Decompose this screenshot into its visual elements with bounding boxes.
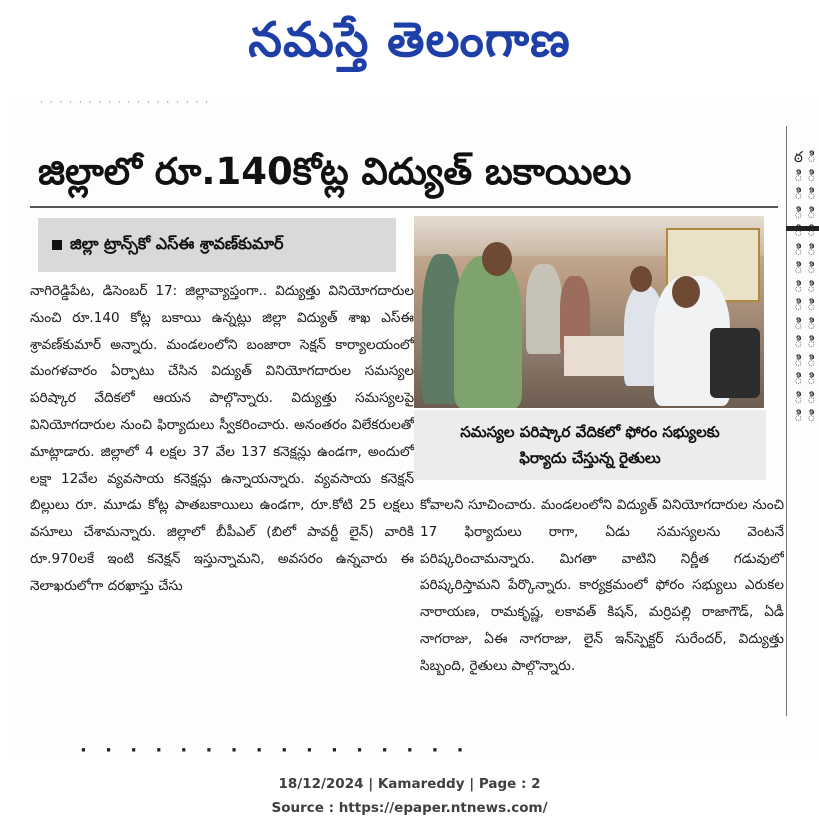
article-body-right: కోవాలని సూచించారు. మండలంలోని విద్యుత్ వినియోగదారుల నుంచి 17 ఫిర్యాదులు రాగా, ఏడు సమస్యలను వెంటనే పరిష్కరించామన్నారు. మిగతా వాటిని నిర్ణీత గడువులో పరిష్కరిస్తామని పేర్కొన్నారు. కార్యక్రమంలో ఫోరం సభ్యులు ఎరుకల నారాయణ, రామకృష్ణ, లకావత్ కిషన్, మర్రిపల్లి రాజాగౌడ్, ఏడీ నాగరాజు, ఏఈ నాగరాజు, లైన్ ఇన్‌స్పెక్టర్ సురేందర్, విద్యుత్తు సిబ్బంది, రైతులు పాల్గొన్నారు. [420,497,784,674]
photo-caption [414,410,766,480]
article-headline: జిల్లాలో రూ.140కోట్ల విద్యుత్ బకాయిలు [38,150,632,193]
photo-person [454,256,522,408]
photo-person-head [482,242,512,276]
source-footer [0,772,819,824]
bullet-icon [52,240,62,250]
masthead-title: నమస్తే తెలంగాణ [248,12,571,68]
article-body-left: నాగిరెడ్డిపేట, డిసెంబర్ 17: జిల్లావ్యాప్తంగా.. విద్యుత్తు వినియోగదారుల నుంచి రూ.140 కోట్ల బకాయి ఉన్నట్లు జిల్లా విద్యుత్ శాఖ ఎస్ఈ శ్రావణ్‌కుమార్ అన్నారు. మండలంలోని బంజారా సెక్షన్ కార్యాలయంలో మంగళవారం ఏర్పాటు చేసిన విద్యుత్ వినియోగదారుల సమస్యల పరిష్కార వేదికలో ఆయన పాల్గొన్నారు. విద్యుత్తు సమస్యలపై వినియోగదారుల నుంచి ఫిర్యాదులు స్వీకరించారు. అనంతరం విలేకరులతో మాట్లాడారు. జిల్లాలో 4 లక్షల 37 వేల 137 కనెక్షన్లు ఉండగా, అందులో లక్షా 12వేల వ్యవసాయ కనెక్షన్లు ఉన్నాయన్నారు. వ్యవసాయ కనెక్షన్ బిల్లులు రూ. మూడు కోట్ల పాతబకాయిలు ఉండగా, రూ.కోటి 25 లక్షలు వసూలు చేశామన్నారు. జిల్లాలో బీపీఎల్ (బిలో పావర్టీ లైన్) వారికి రూ.970లకే ఇంటి కనెక్షన్ ఇస్తున్నామని, అవసరం ఉన్నవారు ఈ నెలాఖరులోగా దరఖాస్తు చేసు [30,283,414,594]
headline-divider [30,206,778,208]
photo-person-head [672,276,700,308]
photo-caption-line: సమస్యల పరిష్కార వేదికలో ఫోరం సభ్యులకు [460,423,720,441]
masthead [0,0,819,80]
bottom-cut-text: · · · · · · · · · · · · · · · · [80,740,470,760]
footer-date-edition: 18/12/2024 | Kamareddy | Page : 2 [278,776,541,792]
photo-caption-line: ఫిర్యాదు చేస్తున్న రైతులు [519,449,661,467]
article-subhead: జిల్లా ట్రాన్స్‌కో ఎస్ఈ శ్రావణ్‌కుమార్ [70,233,284,253]
column-divider [786,126,787,716]
footer-source-url: Source : https://epaper.ntnews.com/ [271,800,548,816]
photo-person [526,264,562,354]
subhead-box [38,218,396,272]
photo-chair [710,328,760,398]
adjacent-article-text: ఠ ి ి ి ి ి ి ి ి ి ి ి ి ి ి ి ి ి ి ి ి ి ి ి ి ి ి ి ి ి [794,148,816,425]
newspaper-clipping [10,98,819,760]
photo-person-head [630,266,652,292]
article-photo [414,216,764,408]
top-cut-text: · · · · · · · · · · · · · · · · · · [40,98,211,108]
